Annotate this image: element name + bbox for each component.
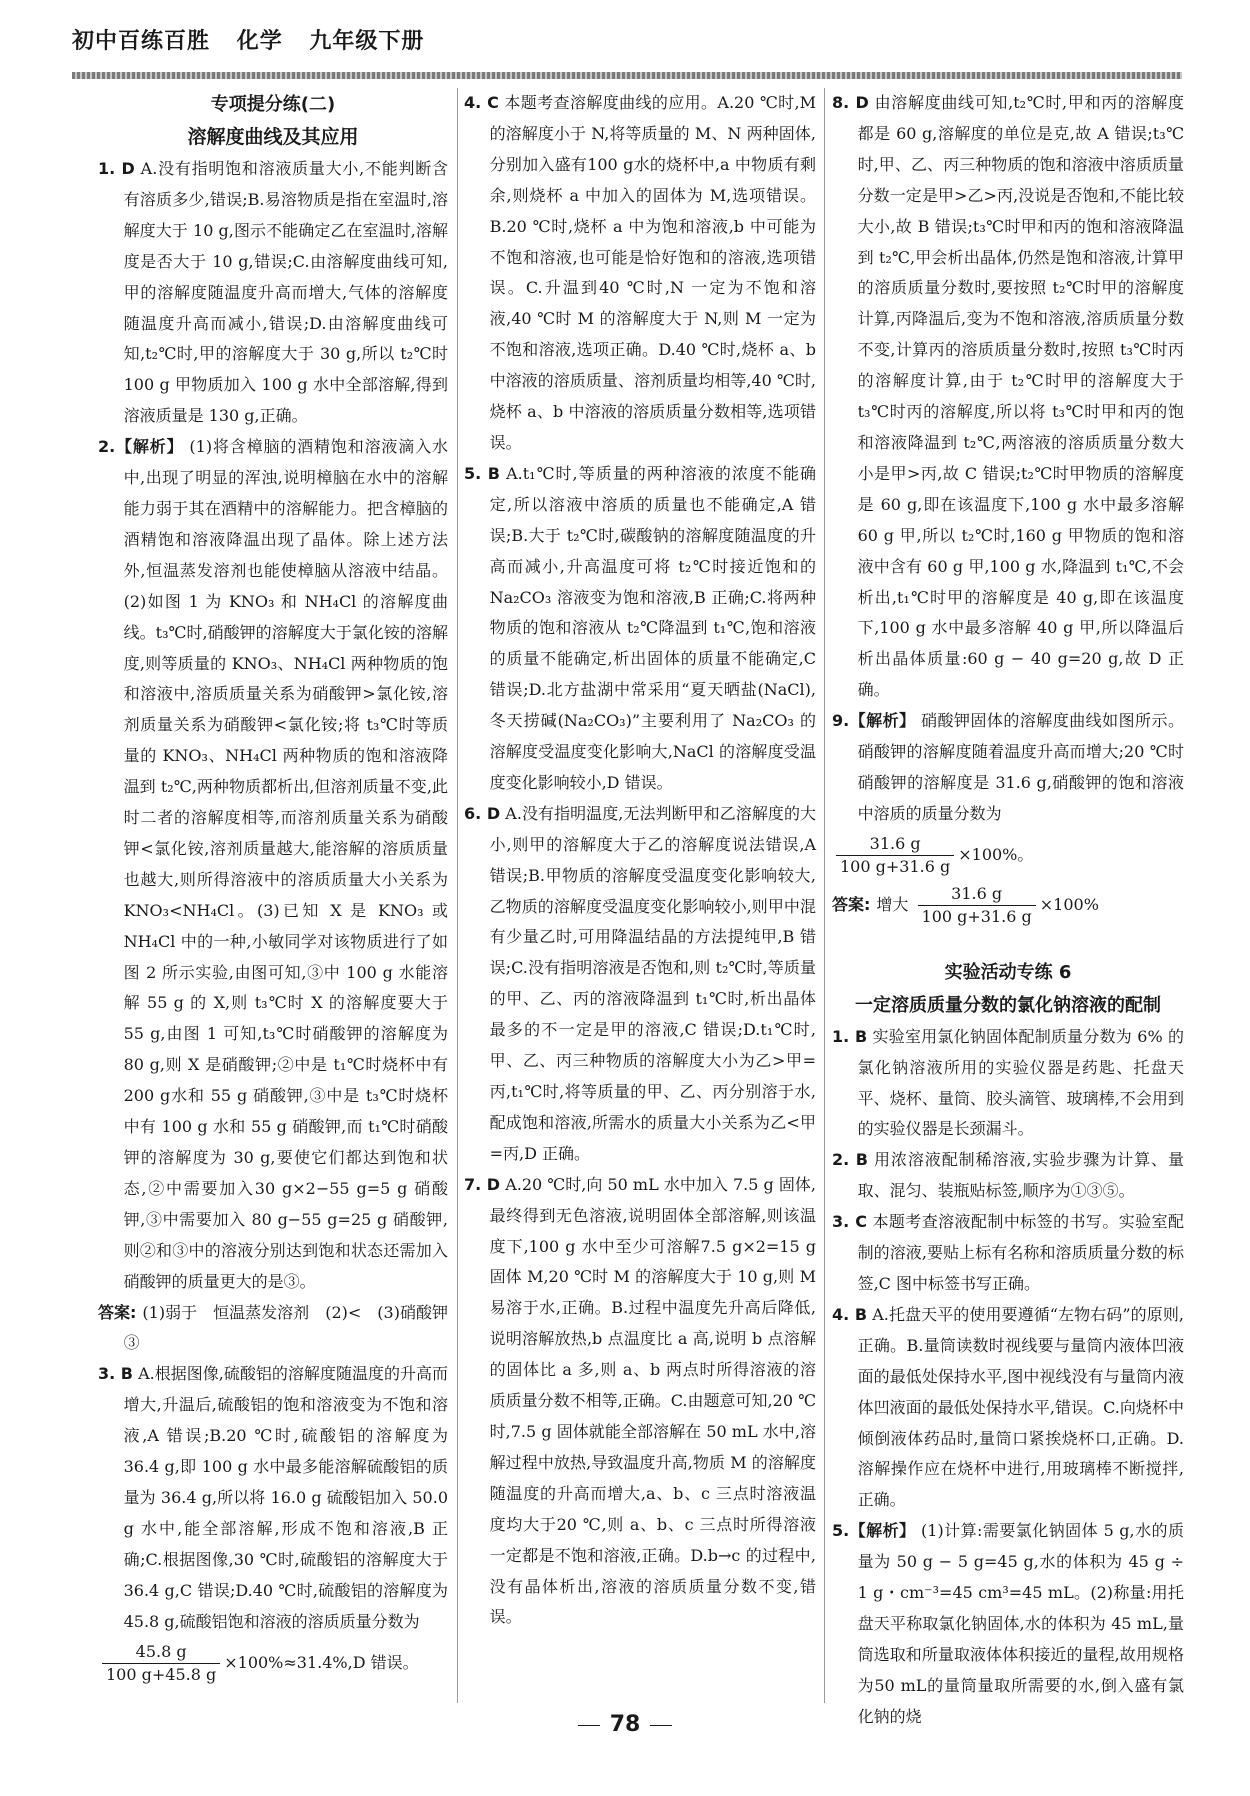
section-subtitle: 溶解度曲线及其应用 xyxy=(187,126,359,148)
answer-item xyxy=(832,1145,1184,1207)
fraction xyxy=(102,1641,220,1686)
item-text: (1)将含樟脑的酒精饱和溶液滴入水中,出现了明显的浑浊,说明樟脑在水中的溶解能力弱于其在酒精中的溶解能力。把含樟脑的酒精饱和溶液降温出现了晶体。除上述方法外,恒温蒸发溶剂也能使樟脑从溶液中结晶。(2)如图 1 为 KNO₃ 和 NH₄Cl 的溶解度曲线。t₃℃时,硝酸钾的溶解度大于氯化铵的溶解度,则等质量的 KNO₃、NH₄Cl 两种物质的饱和溶液中,溶质质量关系为硝酸钾>氯化铵,溶剂质量关系为硝酸钾<氯化铵;将 t₃℃时等质量的 KNO₃、NH₄Cl 两种物质的饱和溶液降温到 t₂℃,两种物质都析出,但溶剂质量不变,此时二者的溶解度相等,而溶剂质量关系为硝酸钾<氯化铵,溶剂质量越大,能溶解的溶质质量也越大,则所得溶液中的溶质质量大小关系为 KNO₃<NH₄Cl。(3)已知 X 是 KNO₃ 或 NH₄Cl 中的一种,小敏同学对该物质进行了如图 2 所示实验,由图可知,③中 100 g 水能溶解 55 g 的 X,则 t₃℃时 X 的溶解度要大于 55 g,由图 1 可知,t₃℃时硝酸钾的溶解度为 80 g,则 X 是硝酸钾;②中是 t₁℃时烧杯中有200 g水和 55 g 硝酸钾,③中是 t₃℃时烧杯中有 100 g 水和 55 g 硝酸钾,而 t₁℃时硝酸钾的溶解度为 30 g,要使它们都达到饱和状态,②中需要加入30 g×2−55 g=5 g 硝酸钾,③中需要加入 80 g−55 g=25 g 硝酸钾,则②和③中的溶液分别达到饱和状态还需加入硝酸钾的质量更大的是③。 xyxy=(123,437,448,1291)
item-number: 3. C xyxy=(832,1212,867,1232)
item-text: 由溶解度曲线可知,t₂℃时,甲和丙的溶解度都是 60 g,溶解度的单位是克,故 A 错误;t₃℃时,甲、乙、丙三种物质的饱和溶液中溶质质量分数一定是甲>乙>丙,没说是否饱和,不能比较大小,故 B 错误;t₃℃时甲和丙的饱和溶液降温到 t₂℃,甲会析出晶体,仍然是饱和溶液,计算甲的溶质质量分数时,要按照 t₂℃时甲的溶解度计算,丙降温后,变为不饱和溶液,溶质质量分数不变,计算丙的溶质质量分数时,按照 t₃℃时丙的溶解度计算,由于 t₂℃时甲的溶解度大于 t₃℃时丙的溶解度,所以将 t₃℃时甲和丙的饱和溶液降温到 t₂℃,两溶液的溶质质量分数大小是甲>丙,故 C 错误;t₂℃时甲物质的溶解度是 60 g,即在该温度下,100 g 水中最多溶解 60 g 甲,所以 t₂℃时,160 g 甲物质的饱和溶液中含有 60 g 甲,100 g 水,降温到 t₁℃,不会析出,t₁℃时甲的溶解度是 40 g,即在该温度下,100 g 水中最多溶解 40 g 甲,所以降温后析出晶体质量:60 g − 40 g=20 g,故 D 正确。 xyxy=(857,93,1185,700)
item-text: A.t₁℃时,等质量的两种溶液的浓度不能确定,所以溶液中溶质的质量也不能确定,A 错误;B.大于 t₂℃时,碳酸钠的溶解度随温度的升高而减小,升高温度可将 t₂℃时接近饱和的 Na₂CO₃ 溶液变为饱和溶液,B 正确;C.将两种物质的饱和溶液从 t₂℃降温到 t₁℃,饱和溶液的质量不能确定,析出固体的质量不能确定,C 错误;D.北方盐湖中常采用“夏天晒盐(NaCl),冬天捞碱(Na₂CO₃)”主要利用了 Na₂CO₃ 的溶解度受温度变化影响大,NaCl 的溶解度受温度变化影响较小,D 错误。 xyxy=(489,463,816,792)
answer-text: 增大 xyxy=(876,894,909,914)
item-text: 实验室用氯化钠固体配制质量分数为 6% 的氯化钠溶液所用的实验仪器是药匙、托盘天平、烧杯、量筒、胶头滴管、玻璃棒,不会用到的实验仪器是长颈漏斗。 xyxy=(857,1026,1184,1139)
item-number: 9.【解析】 xyxy=(832,711,916,731)
formula-tail: ×100%≈31.4%,D 错误。 xyxy=(224,1652,419,1672)
answer-label: 答案: xyxy=(98,1302,137,1322)
column-1 xyxy=(98,88,465,1713)
answer-line xyxy=(832,880,1184,930)
item-number: 2. B xyxy=(832,1150,868,1170)
item-number: 2.【解析】 xyxy=(98,437,184,457)
item-text: A.根据图像,硫酸铝的溶解度随温度的升高而增大,升温后,硫酸铝的饱和溶液变为不饱和溶液,A 错误;B.20 ℃时,硫酸铝的溶解度为 36.4 g,即 100 g 水中最多能溶解硫酸铝的质量为 36.4 g,所以将 16.0 g 硫酸铝加入 50.0 g 水中,能全部溶解,形成不饱和溶液,B 正确;C.根据图像,30 ℃时,硫酸铝的溶解度大于36.4 g,C 错误;D.40 ℃时,硫酸铝的溶解度为 45.8 g,硫酸铝饱和溶液的溶质质量分数为 xyxy=(123,1364,449,1631)
formula-tail: ×100% xyxy=(1039,894,1099,914)
column-divider xyxy=(457,88,458,1703)
denominator: 100 g+31.6 g xyxy=(840,856,951,876)
numerator: 31.6 g xyxy=(836,833,954,856)
item-text: A.托盘天平的使用要遵循“左物右码”的原则,正确。B.量筒读数时视线要与量筒内液体凹液面的最低处保持水平,图中视线没有与量筒内液体凹液面的最低处保持水平,错误。C.向烧杯中倾倒液体药品时,量筒口紧挨烧杯口,正确。D.溶解操作应在烧杯中进行,用玻璃棒不断搅拌,正确。 xyxy=(857,1304,1184,1510)
item-number: 1. D xyxy=(98,159,135,178)
item-text: 本题考查溶液配制中标签的书写。实验室配制的溶液,要贴上标有名称和溶质质量分数的标签,C 图中标签书写正确。 xyxy=(857,1212,1184,1293)
item-text: 本题考查溶解度曲线的应用。A.20 ℃时,M 的溶解度小于 N,将等质量的 M、N 两种固体,分别加入盛有100 g水的烧杯中,a 中物质有剩余,则烧杯 a 中加入的固体为 M,选项错误。B.20 ℃时,烧杯 a 中为饱和溶液,b 中可能为不饱和溶液,也可能是恰好饱和的溶液,选项错误。C.升温到40 ℃时,N 一定为不饱和溶液,40 ℃时 M 的溶解度大于 N,则 M 一定为不饱和溶液,选项正确。D.40 ℃时,烧杯 a、b 中溶液的溶质质量、溶剂质量均相等,40 ℃时,烧杯 a、b 中溶液的溶质质量分数相等,选项错误。 xyxy=(489,93,816,452)
section-title: 专项提分练(二) xyxy=(210,94,336,115)
denominator: 100 g+45.8 g xyxy=(106,1664,217,1684)
item-text: (1)计算:需要氯化钠固体 5 g,水的质量为 50 g − 5 g=45 g,水的体积为 45 g ÷ 1 g・cm⁻³=45 cm³=45 mL。(2)称量:用托盘天平称取氯化钠固体,水的体积为 45 mL,量筒选取和所量取液体体积接近的量程,故用规格为50 mL的量筒量取所需要的水,倒入盛有氯化钠的烧 xyxy=(857,1521,1184,1726)
item-text: A.没有指明温度,无法判断甲和乙溶解度的大小,则甲的溶解度大于乙的溶解度说法错误,A 错误;B.甲物质的溶解度受温度变化影响较大,乙物质的溶解度受温度变化影响较小,则甲中混有少量乙时,可用降温结晶的方法提纯甲,B 错误;C.没有指明溶液是否饱和,则 t₂℃时,等质量的甲、乙、丙的溶液降温到 t₁℃时,析出晶体最多的不一定是甲的溶液,C 错误;D.t₁℃时,甲、乙、丙三种物质的溶解度大小为乙>甲=丙,t₁℃时,将等质量的甲、乙、丙分别溶于水,配成饱和溶液,所需水的质量大小关系为乙<甲=丙,D 正确。 xyxy=(489,803,816,1163)
answer-item xyxy=(832,706,1184,830)
formula-tail: ×100%。 xyxy=(958,844,1034,864)
book-title: 初中百练百胜 xyxy=(72,29,211,54)
item-number: 7. D xyxy=(464,1174,501,1194)
header-divider xyxy=(72,72,1182,79)
answer-item xyxy=(832,1207,1184,1300)
dash-right xyxy=(650,1725,672,1726)
answer-item xyxy=(464,459,816,799)
item-number: 5.【解析】 xyxy=(832,1521,916,1541)
answer-line xyxy=(98,1298,465,1360)
answer-item xyxy=(98,1359,448,1637)
item-number: 4. B xyxy=(832,1304,868,1324)
grade-label: 九年级下册 xyxy=(309,29,425,54)
section-subtitle: 一定溶质质量分数的氯化钠溶液的配制 xyxy=(855,994,1161,1016)
item-number: 5. B xyxy=(464,463,500,483)
item-number: 3. B xyxy=(98,1364,133,1384)
item-text: A.20 ℃时,向 50 mL 水中加入 7.5 g 固体,最终得到无色溶液,说明固体全部溶解,则该温度下,100 g 水中至少可溶解7.5 g×2=15 g 固体 M,20 ℃时 M 的溶解度大于 10 g,则 M 易溶于水,正确。B.过程中温度先升高后降低,说明溶解放热,b 点温度比 a 高,说明 b 点溶解的固体比 a 多,则 a、b 两点时所得溶液的溶质质量分数不相等,正确。C.由题意可知,20 ℃时,7.5 g 固体就能全部溶解在 50 mL 水中,溶解过程中放热,导致温度升高,物质 M 的溶解度随温度的升高而增大,a、b、c 三点时溶液温度均大于20 ℃,则 a、b、c 三点时所得溶液一定都是不饱和溶液,正确。D.b→c 的过程中,没有晶体析出,溶液的溶质质量分数不变,错误。 xyxy=(489,1174,816,1627)
answer-item xyxy=(832,88,1184,706)
item-text: A.没有指明饱和溶液质量大小,不能判断含有溶质多少,错误;B.易溶物质是指在室温时,溶解度大于 10 g,图示不能确定乙在室温时,溶解度是否大于 10 g,错误;C.由溶解度曲线可知,甲的溶解度随温度升高而增大,气体的溶解度随温度升高而减小,错误;D.由溶解度曲线可知,t₂℃时,甲的溶解度大于 30 g,所以 t₂℃时 100 g 甲物质加入 100 g 水中全部溶解,得到溶液质量是 130 g,正确。 xyxy=(123,159,448,426)
dash-left xyxy=(578,1725,600,1726)
answer-item xyxy=(98,154,448,432)
answer-label: 答案: xyxy=(832,894,871,914)
page-number xyxy=(0,1712,1250,1737)
numerator: 45.8 g xyxy=(102,1641,220,1664)
item-number: 6. D xyxy=(464,803,501,823)
section-title: 实验活动专练 6 xyxy=(944,961,1072,983)
formula-line xyxy=(832,830,1184,880)
item-number: 4. C xyxy=(464,93,499,112)
formula-line xyxy=(98,1638,448,1688)
answer-item xyxy=(832,1516,1184,1732)
answer-item xyxy=(832,1300,1184,1516)
fraction xyxy=(836,833,954,878)
column-2 xyxy=(464,88,816,1713)
answer-item xyxy=(98,432,448,1297)
subject-label: 化学 xyxy=(236,29,283,54)
answer-item xyxy=(464,799,816,1170)
answer-item xyxy=(464,1170,816,1634)
item-text: 硝酸钾固体的溶解度曲线如图所示。硝酸钾的溶解度随着温度升高而增大;20 ℃时硝酸钾的溶解度是 31.6 g,硝酸钾的饱和溶液中溶质的质量分数为 xyxy=(857,711,1184,823)
answer-text: (1)弱于 恒温蒸发溶剂 (2)< (3)硝酸钾 ③ xyxy=(123,1302,465,1353)
numerator: 31.6 g xyxy=(918,883,1036,906)
answer-item xyxy=(464,88,816,459)
item-number: 8. D xyxy=(832,93,869,112)
spacer xyxy=(832,930,1184,956)
column-3 xyxy=(832,88,1185,1726)
answer-item xyxy=(832,1022,1184,1146)
page-header xyxy=(72,14,1182,70)
column-divider xyxy=(824,88,825,1703)
denominator: 100 g+31.6 g xyxy=(921,906,1032,926)
page-number-value: 78 xyxy=(609,1712,641,1737)
item-number: 1. B xyxy=(832,1026,868,1046)
item-text: 用浓溶液配制稀溶液,实验步骤为计算、量取、混匀、装瓶贴标签,顺序为①③⑤。 xyxy=(857,1150,1184,1201)
fraction xyxy=(918,883,1036,928)
